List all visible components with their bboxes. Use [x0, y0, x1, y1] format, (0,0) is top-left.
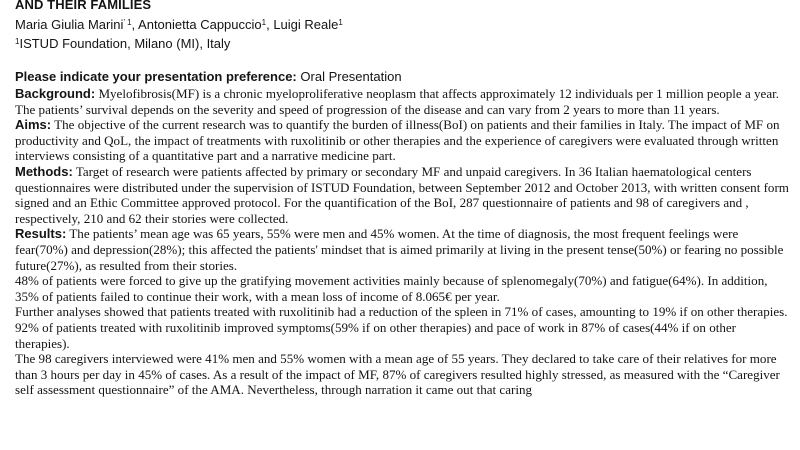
methods-text: Target of research were patients affected by primary or secondary MF and unpaid caregivers. In 36 Italian haematological centers questionnaires were distributed under the supervision of ISTUD Foundation, between September 2012 and October 2013, with written consent form signed and an Ethic Committee approved protocol. For the quantification of the BoI, 287 questionnaire of patients and 98 of caregivers and , respectively, 210 and 62 their stories were collected.: [15, 163, 789, 226]
preference-label: Please indicate your presentation preference:: [15, 69, 297, 84]
results-section: [15, 226, 790, 273]
abstract-page: [15, 0, 790, 398]
results-paragraph: 48% of patients were forced to give up the gratifying movement activities mainly because of splenomegaly(70%) and fatigue(64%). In addition, 35% of patients failed to continue their work, with a mean loss of income of 8.065€ per year.: [15, 273, 768, 304]
methods-section: [15, 164, 790, 226]
methods-heading: Methods:: [15, 163, 73, 179]
author-name: Luigi Reale: [273, 17, 339, 32]
author-affiliation-mark: ’ 1: [123, 18, 132, 27]
background-section: [15, 86, 790, 117]
author-list: Maria Giulia Marini$^{’ 1}$, Antonietta Cappuccio$^1$, Luigi Reale$^1$: [15, 17, 343, 32]
aims-section: [15, 117, 790, 164]
author-affiliation-mark: 1: [338, 18, 343, 27]
results-text: The patients’ mean age was 65 years, 55% were men and 45% women. At the time of diagnosis, the most frequent feelings were fear(70%) and depression(28%); this affected the patients' mindset that is aimed primarily at living in the present tense(50%) or fearing no possible future(27%), as resulted from their stories.: [15, 226, 784, 273]
abstract-title: AND THEIR FAMILIES: [15, 0, 152, 12]
preference-value: Oral Presentation: [300, 69, 402, 84]
background-heading: Background:: [15, 86, 96, 101]
background-text: Myelofibrosis(MF) is a chronic myeloproliferative neoplasm that affects approximately 12 individuals per 1 million people a year. The patients’ survival depends on the severity and speed of progression of the disease and can vary from 2 years to more than 11 years.: [15, 86, 779, 117]
results-paragraph: The 98 caregivers interviewed were 41% men and 55% women with a mean age of 55 years. They declared to take care of their relatives for more than 3 hours per day in 45% of cases. As a result of the impact of MF, 87% of caregivers resulted highly stressed, as measured with the “Caregiver self assessment questionnaire” of the AMA. Nevertheless, through narration it came out that caring: [15, 351, 780, 398]
results-heading: Results:: [15, 226, 67, 242]
aims-text: The objective of the current research was to quantify the burden of illness(BoI) on patients and their families in Italy. The impact of MF on productivity and QoL, the impact of treatments with ruxolitinib or other therapies and the experience of caregivers were evaluated through written interviews consisting of a quantitative part and a narrative medicine part.: [15, 117, 780, 164]
affiliation-text: ISTUD Foundation, Milano (MI), Italy: [19, 36, 231, 51]
author-affiliation-mark: 1: [261, 18, 267, 27]
author-name: Maria Giulia Marini: [15, 17, 124, 32]
affiliation-mark: 1: [15, 37, 20, 46]
aims-heading: Aims:: [15, 117, 52, 133]
results-paragraph: Further analyses showed that patients treated with ruxolitinib had a reduction of the spleen in 71% of cases, amounting to 19% if on other therapies. 92% of patients treated with ruxolitinib improved symptoms(59% if on other therapies) and pace of work in 87% of cases(44% if on other therapies).: [15, 304, 788, 351]
author-name: Antonietta Cappuccio: [138, 17, 262, 32]
affiliation: [15, 34, 790, 53]
presentation-preference: [15, 68, 790, 86]
